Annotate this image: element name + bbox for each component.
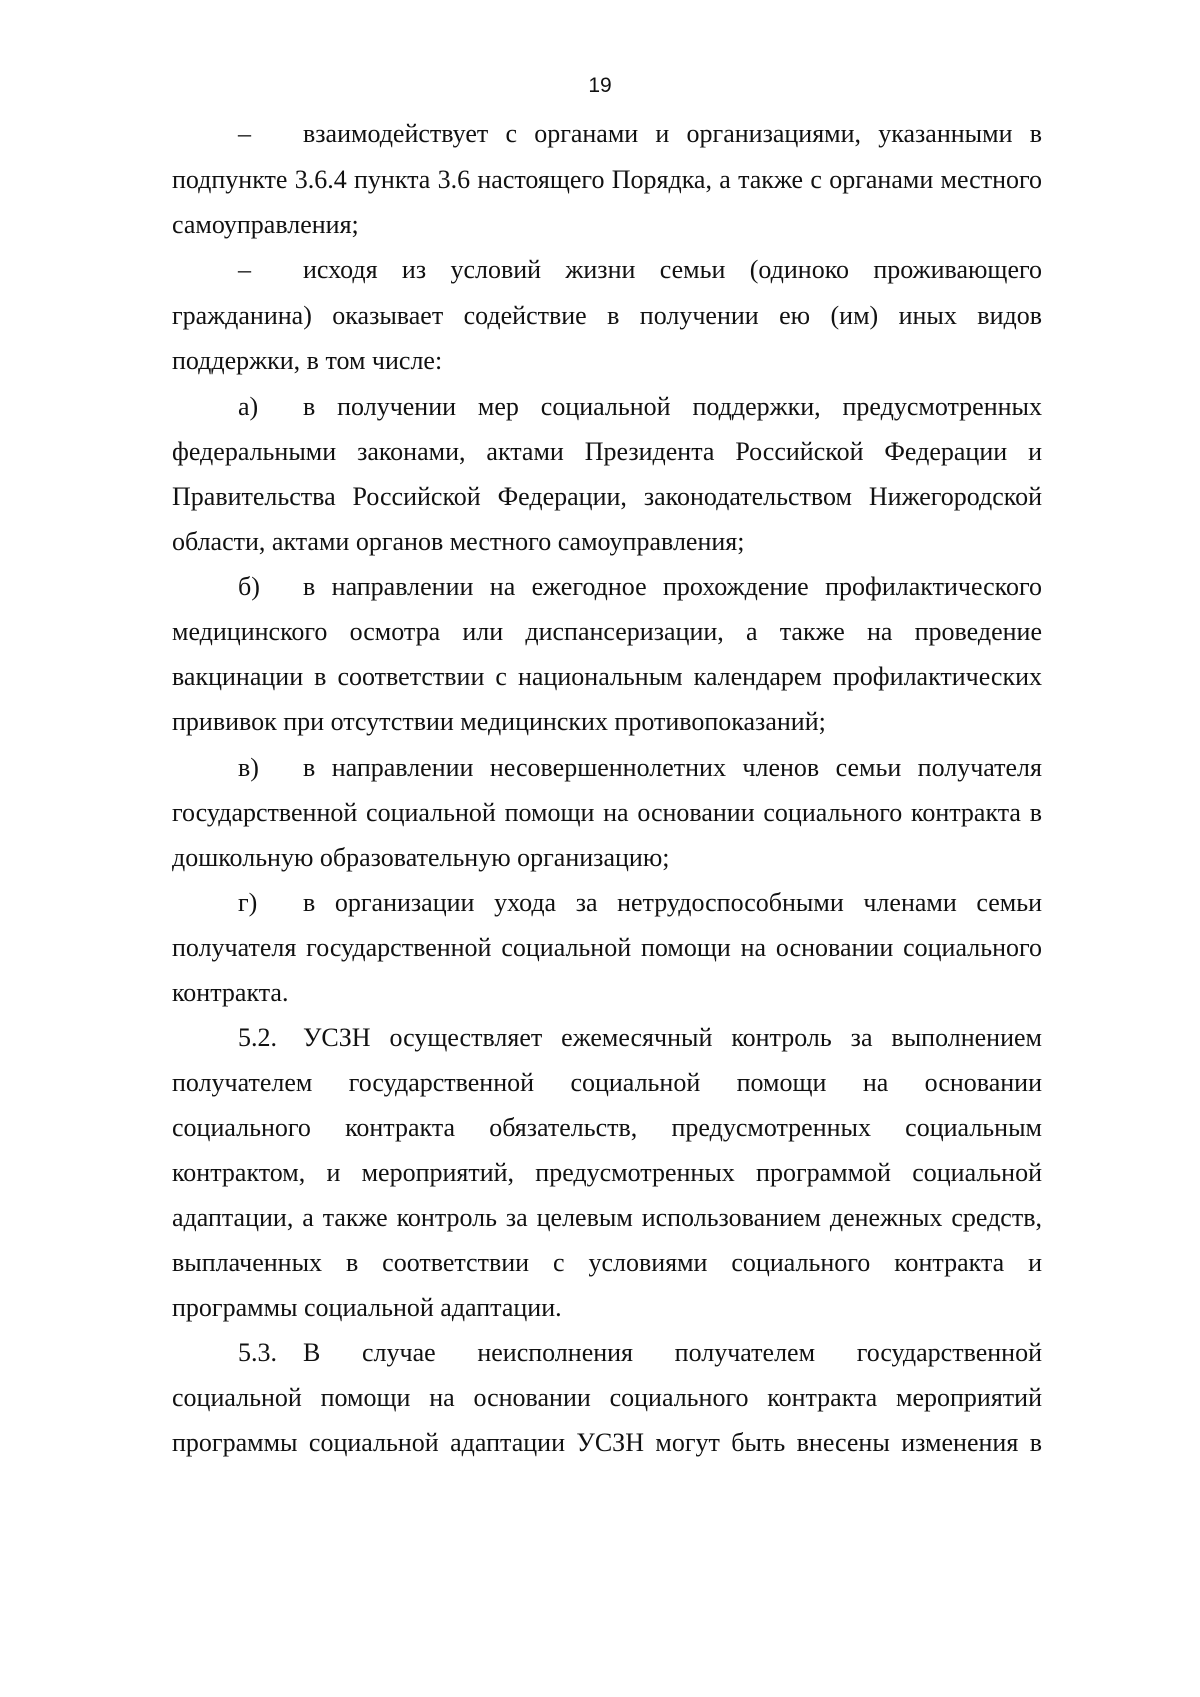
text-line: поддержки, в том числе: [172, 346, 443, 375]
item-marker: а) [238, 392, 259, 421]
text-line: программы социальной адаптации УСЗН могут быть внесены изменения в [172, 1428, 1042, 1457]
text-line: федеральными законами, актами Президента Российской Федерации и [172, 437, 1042, 466]
text-line: прививок при отсутствии медицинских противопоказаний; [172, 707, 826, 736]
text-line: УСЗН осуществляет ежемесячный контроль за выполнением [303, 1023, 1042, 1052]
text-line: получателем государственной социальной помощи на основании [172, 1068, 1042, 1097]
text-line: в направлении несовершеннолетних членов семьи получателя [303, 753, 1042, 782]
item-marker: – [238, 255, 251, 284]
text-line: вакцинации в соответствии с национальным календарем профилактических [172, 662, 1042, 691]
item-marker: г) [238, 888, 258, 917]
text-line: социального контракта обязательств, предусмотренных социальным [172, 1113, 1042, 1142]
text-line: области, актами органов местного самоуправления; [172, 527, 745, 556]
item-marker: 5.3. [238, 1338, 277, 1367]
item-marker: в) [238, 753, 259, 782]
text-line: контрактом, и мероприятий, предусмотренных программой социальной [172, 1158, 1042, 1187]
item-marker: – [238, 119, 251, 148]
text-line: в организации ухода за нетрудоспособными членами семьи [303, 888, 1042, 917]
page-number: 19 [588, 74, 612, 97]
text-line: социальной помощи на основании социального контракта мероприятий [172, 1383, 1042, 1412]
text-line: В случае неисполнения получателем государственной [303, 1338, 1042, 1367]
text-line: подпункте 3.6.4 пункта 3.6 настоящего Порядка, а также с органами местного [172, 165, 1042, 194]
text-line: Правительства Российской Федерации, законодательством Нижегородской [172, 482, 1042, 511]
item-marker: б) [238, 572, 260, 601]
text-line: дошкольную образовательную организацию; [172, 843, 670, 872]
text-line: самоуправления; [172, 210, 359, 239]
text-line: исходя из условий жизни семьи (одиноко проживающего [303, 255, 1042, 284]
text-line: получателя государственной социальной помощи на основании социального [172, 933, 1042, 962]
text-line: в направлении на ежегодное прохождение профилактического [303, 572, 1042, 601]
text-line: гражданина) оказывает содействие в получении ею (им) иных видов [172, 301, 1042, 330]
text-line: контракта. [172, 978, 289, 1007]
text-line: в получении мер социальной поддержки, предусмотренных [303, 392, 1042, 421]
item-marker: 5.2. [238, 1023, 277, 1052]
text-line: медицинского осмотра или диспансеризации, а также на проведение [172, 617, 1042, 646]
text-line: программы социальной адаптации. [172, 1293, 562, 1322]
text-line: выплаченных в соответствии с условиями социального контракта и [172, 1248, 1042, 1277]
text-line: государственной социальной помощи на основании социального контракта в [172, 798, 1042, 827]
text-line: взаимодействует с органами и организациями, указанными в [303, 119, 1042, 148]
text-line: адаптации, а также контроль за целевым использованием денежных средств, [172, 1203, 1042, 1232]
